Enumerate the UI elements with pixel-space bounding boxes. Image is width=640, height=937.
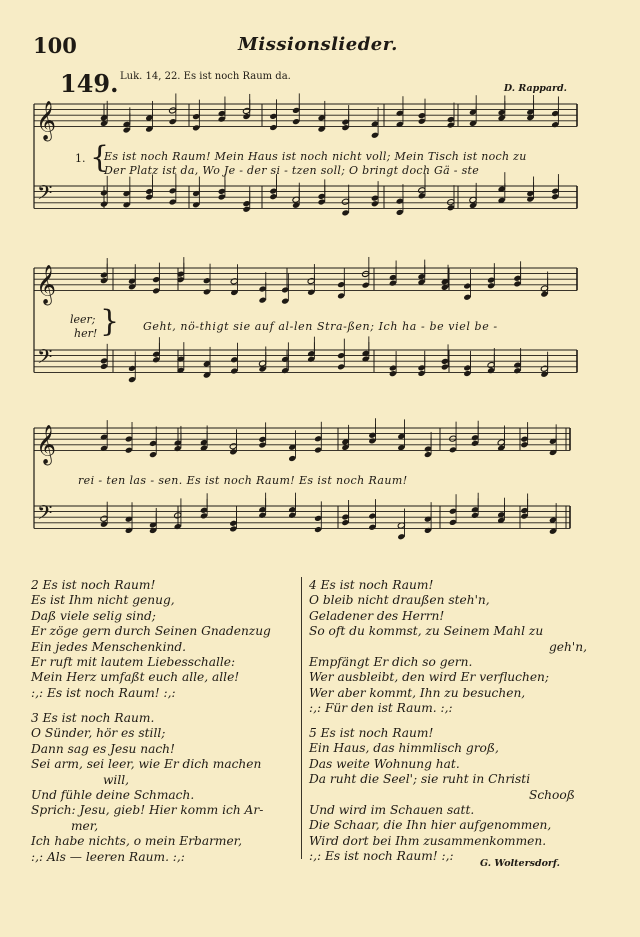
lyric-line: Es ist noch Raum! Mein Haus ist noch nicht voll; Mein Tisch ist noch zu [104,150,527,163]
lyric-line: Der Platz ist da, Wo Je - der si - tzen soll; O bringt doch Gä - ste [104,164,480,177]
bass-clef-icon: 𝄢 [37,180,53,209]
treble-clef-icon: 𝄞 [36,424,57,465]
page-number: 100 [33,33,77,58]
stanza: 2 Es ist noch Raum! Es ist Ihm nicht genug, Daß viele selig sind; Er zöge gern durch Seinen Gnadenzug Ein jedes Menschenkind. Er ruft mit lautem Liebesschalle: Mein Herz umfaßt euch alle, alle! :,: Es ist noch Raum! :,: [31,578,271,700]
lyric-line: Geht, nö-thigt sie auf al-len Stra-ßen; Ich ha - be viel be - [143,320,498,333]
composer-credit: D. Rappard. [503,83,567,94]
bass-clef-icon: 𝄢 [37,344,53,373]
stanza: 3 Es ist noch Raum. O Sünder, hör es still; Dann sag es Jesu nach! Sei arm, sei leer, wie Er dich machen will, Und fühle deine Schmach. Sprich: Jesu, gieb! Hier komm ich Ar- mer, Ich habe nichts, o mein Erbarmer, :,: Als — leeren Raum. :,: [31,711,264,864]
bass-clef-icon: 𝄢 [37,500,53,529]
lyric-line: her! [74,327,98,340]
scripture-reference: Luk. 14, 22. Es ist noch Raum da. [120,71,291,82]
stanza: 5 Es ist noch Raum! Ein Haus, das himmlisch groß, Das weite Wohnung hat. Da ruht die Seel'; sie ruht in Christi Schooß Und wird im Schauen satt. Die Schaar, die Ihn hier aufgenommen, Wird dort bei Ihm zusammenkommen. :,: Es ist noch Raum! :,: [309,726,575,864]
clefs [36,100,56,528]
column-divider [301,577,302,859]
treble-clef-icon: 𝄞 [36,100,57,141]
running-head: Missionslieder. [238,34,398,55]
lyric-line: rei - ten las - sen. Es ist noch Raum! Es ist noch Raum! [78,474,408,487]
verse-number: 1. [75,152,86,165]
treble-clef-icon: 𝄞 [36,264,57,305]
lyric-brace: { [90,140,110,175]
lyric-brace: } [100,304,120,339]
stanza: 4 Es ist noch Raum! O bleib nicht draußen steh'n, Geladener des Herrn! So oft du kommst, zu Seinem Mahl zu geh'n, Empfängt Er dich so gern. Wer ausbleibt, den wird Er verfluchen; Wer aber kommt, Ihn zu besuchen, :,: Für den ist Raum. :,: [309,578,587,716]
author-credit: G. Woltersdorf. [479,858,560,869]
lyric-line: leer; [70,313,96,326]
hymn-number: 149. [60,69,119,98]
